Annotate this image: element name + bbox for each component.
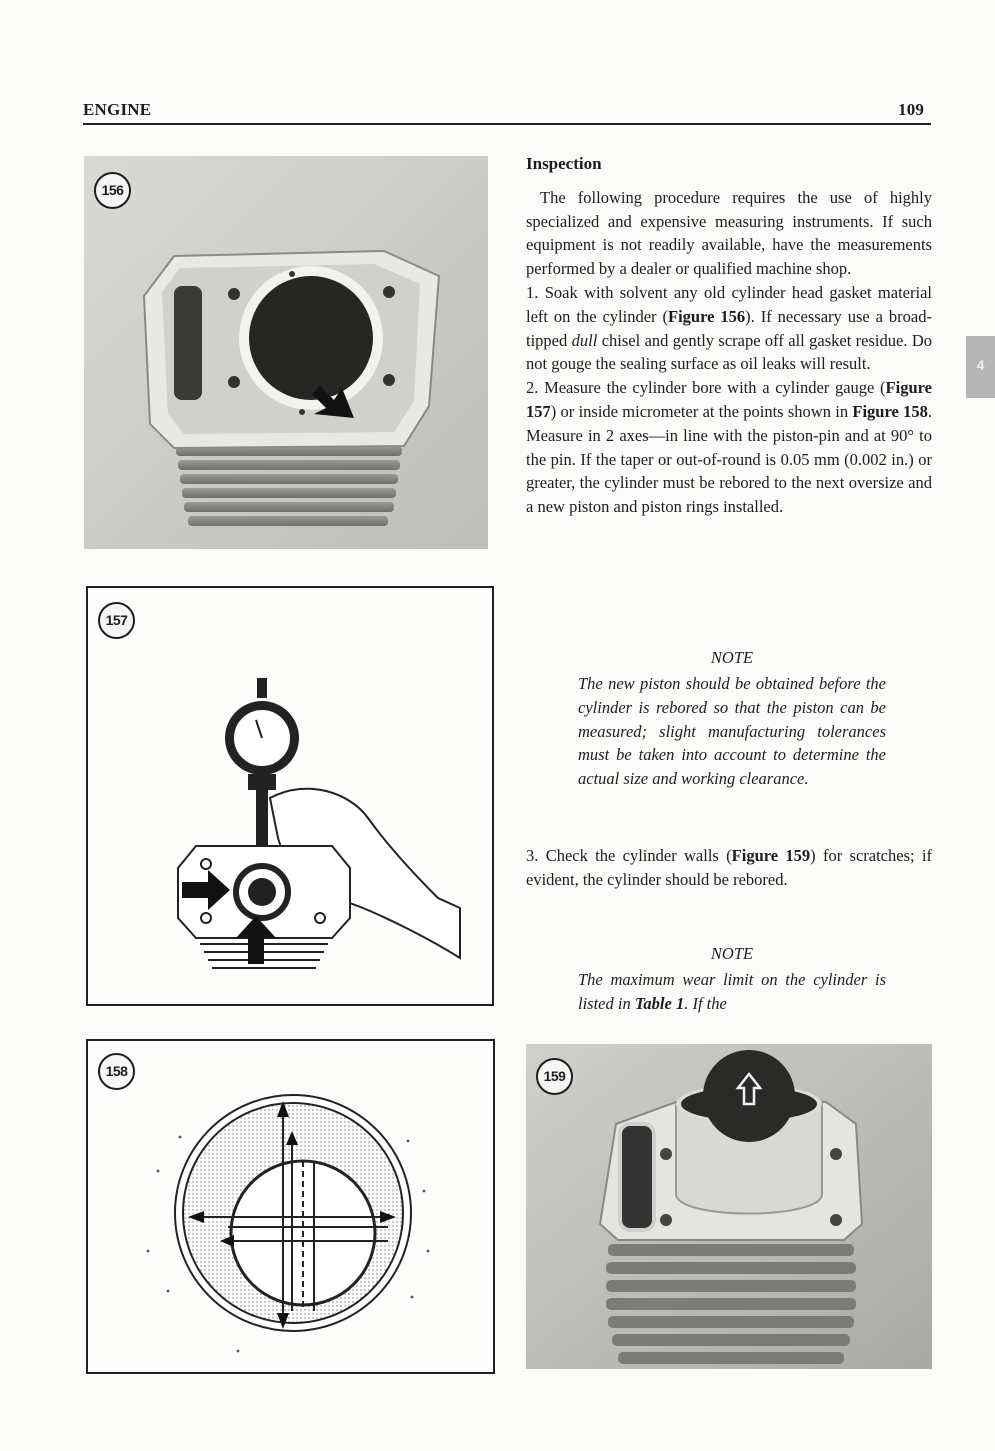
figure-159-number: 159 [536,1058,573,1095]
note-2-text-b: . If the [684,993,727,1013]
figure-158-box [86,1039,495,1374]
step-2-figure-ref-157: Figure 157 [526,378,932,421]
note-2-table-ref: Table 1 [634,993,685,1013]
figure-157-number: 157 [98,602,135,639]
cylinder-piston-photo-illustration [526,1044,932,1369]
figure-158-number: 158 [98,1053,135,1090]
step-1-text-b: ). If necessary use a broad-tipped [526,306,932,350]
step-3-paragraph [526,844,932,892]
page-number: 109 [898,100,925,119]
step-1-text-c: chisel and gently scrape off all gasket residue. Do not gouge the sealing surface as oil leaks will result. [526,330,932,374]
step-3-text-a: 3. Check the cylinder walls ( [526,846,732,865]
step-2-text-a: 2. Measure the cylinder bore with a cylinder gauge ( [526,378,886,398]
figure-157-box [86,586,494,1006]
figure-159-photo [526,1044,932,1369]
note-2-text [578,968,886,1016]
step-2-text-b: ) or inside micrometer at the points shown in [550,401,853,421]
figure-156-number: 156 [94,172,131,209]
running-header-section: ENGINE [83,100,152,119]
step-2-paragraph [526,376,932,519]
note-2-title: NOTE [710,944,754,963]
step-1-text-a: 1. Soak with solvent any old cylinder head gasket material left on the cylinder ( [526,282,932,326]
step-1-dull: dull [571,330,598,350]
step-2-figure-ref-158: Figure 158 [852,401,928,421]
note-2-text-a: The maximum wear limit on the cylinder is listed in [578,970,886,1013]
note-1-title: NOTE [710,648,754,667]
cylinder-gauge-drawing [88,588,492,1004]
step-1-paragraph [526,281,932,376]
section-heading: Inspection [526,154,602,173]
intro-paragraph: The following procedure requires the use of highly specialized and expensive measuring instruments. If such equipment is not readily available, have the measurements performed by a dealer or qualified machine shop. [526,187,932,279]
header-rule [83,123,931,125]
chapter-tab-number: 4 [976,357,985,373]
step-3-text-b: ) for scratches; if evident, the cylinder should be rebored. [526,846,932,889]
step-2-text-c: . Measure in 2 axes—in line with the piston-pin and at 90° to the pin. If the taper or out-of-round is 0.05 mm (0.002 in.) or greater, the cylinder must be rebored to the next oversize and a new piston and piston rings installed. [526,401,932,517]
bore-measurement-diagram [88,1041,493,1372]
chapter-tab [966,336,995,398]
note-1-text: The new piston should be obtained before the cylinder is rebored so that the piston can be measured; slight manufacturing tolerances must be taken into account to determine the actual size and working clearance. [578,674,886,789]
step-3-figure-ref: Figure 159 [731,846,811,865]
cylinder-top-photo-illustration [84,156,488,549]
inspection-section [526,152,932,519]
figure-156-photo [84,156,488,549]
step-1-figure-ref: Figure 156 [668,306,746,326]
